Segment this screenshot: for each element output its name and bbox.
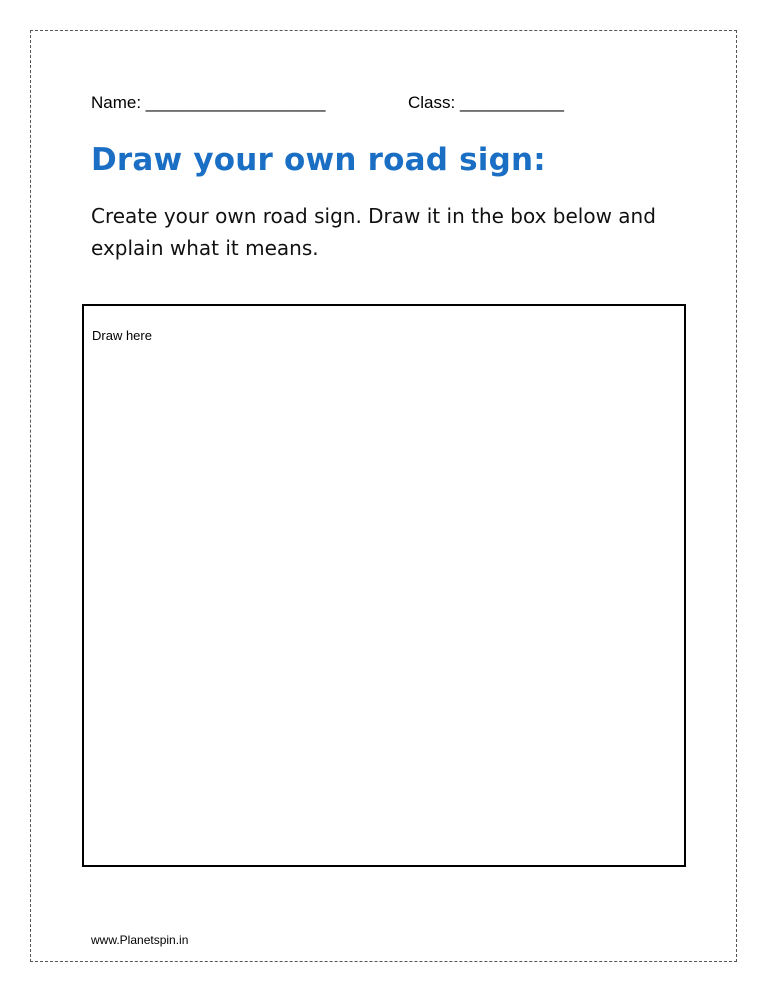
drawing-area[interactable] [82, 304, 686, 867]
instruction-text: Create your own road sign. Draw it in the box below and explain what it means. [91, 204, 656, 260]
worksheet-title: Draw your own road sign: [91, 142, 546, 178]
website-footer: www.Planetspin.in [91, 933, 189, 947]
class-field[interactable]: Class: ___________ [408, 93, 564, 112]
name-field[interactable]: Name: ___________________ [91, 93, 326, 112]
draw-here-label: Draw here [92, 328, 152, 343]
